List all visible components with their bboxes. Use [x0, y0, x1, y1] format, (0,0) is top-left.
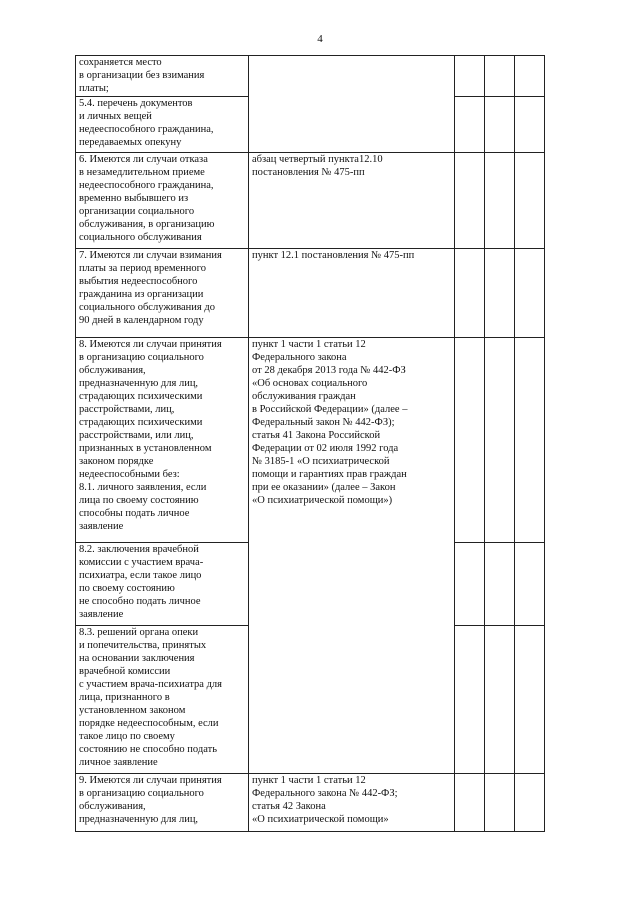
answer-na-cell[interactable]: [515, 626, 545, 774]
table-row: [76, 338, 545, 543]
answer-na-cell[interactable]: [515, 338, 545, 543]
answer-yes-cell[interactable]: [455, 249, 485, 338]
question-cell: 5.4. перечень документов и личных вещей недееспособного гражданина, передаваемых опекуну: [76, 97, 249, 153]
answer-no-cell[interactable]: [485, 774, 515, 832]
legal-basis-cell: пункт 1 части 1 статьи 12 Федерального закона № 442-ФЗ; статья 42 Закона «О психиатрической помощи»: [249, 774, 455, 832]
answer-na-cell[interactable]: [515, 249, 545, 338]
question-cell: 9. Имеются ли случаи принятия в организацию социального обслуживания, предназначенную для лиц,: [76, 774, 249, 832]
question-cell: 8. Имеются ли случаи принятия в организацию социального обслуживания, предназначенную для лиц, страдающих психическими расстройствами, лиц, страдающих психическими расстройствами, или лиц, признанных в установленном законом порядке недееспособными без: 8.1. личного заявления, если лица по своему состоянию способны подать личное заявление: [76, 338, 249, 543]
answer-yes-cell[interactable]: [455, 338, 485, 543]
answer-yes-cell[interactable]: [455, 774, 485, 832]
answer-yes-cell[interactable]: [455, 153, 485, 249]
answer-yes-cell[interactable]: [455, 97, 485, 153]
legal-basis-cell: пункт 1 части 1 статьи 12 Федерального закона от 28 декабря 2013 года № 442-ФЗ «Об основах социального обслуживания граждан в Российской Федерации» (далее – Федеральный закон № 442-ФЗ); статья 41 Закона Российской Федерации от 02 июля 1992 года № 3185-1 «О психиатрической помощи и гарантиях прав граждан при ее оказании» (далее – Закон «О психиатрической помощи»): [249, 338, 455, 774]
answer-na-cell[interactable]: [515, 56, 545, 97]
answer-no-cell[interactable]: [485, 338, 515, 543]
answer-no-cell[interactable]: [485, 56, 515, 97]
answer-no-cell[interactable]: [485, 97, 515, 153]
legal-basis-cell: [249, 56, 455, 153]
answer-no-cell[interactable]: [485, 543, 515, 626]
answer-yes-cell[interactable]: [455, 543, 485, 626]
answer-no-cell[interactable]: [485, 153, 515, 249]
table-row: [76, 56, 545, 97]
question-cell: сохраняется место в организации без взимания платы;: [76, 56, 249, 97]
answer-na-cell[interactable]: [515, 774, 545, 832]
question-cell: 6. Имеются ли случаи отказа в незамедлительном приеме недееспособного гражданина, временно выбывшего из организации социального обслуживания, в организацию социального обслуживания: [76, 153, 249, 249]
legal-basis-cell: пункт 12.1 постановления № 475-пп: [249, 249, 455, 338]
checklist-table: [75, 55, 545, 832]
legal-basis-cell: абзац четвертый пункта12.10 постановления № 475-пп: [249, 153, 455, 249]
table-row: [76, 249, 545, 338]
answer-yes-cell[interactable]: [455, 56, 485, 97]
answer-na-cell[interactable]: [515, 153, 545, 249]
answer-no-cell[interactable]: [485, 249, 515, 338]
table-row: [76, 153, 545, 249]
page-number: 4: [317, 33, 323, 45]
answer-na-cell[interactable]: [515, 543, 545, 626]
question-cell: 8.2. заключения врачебной комиссии с участием врача- психиатра, если такое лицо по своему состоянию не способно подать личное заявление: [76, 543, 249, 626]
answer-na-cell[interactable]: [515, 97, 545, 153]
table-row: [76, 774, 545, 832]
question-cell: 8.3. решений органа опеки и попечительства, принятых на основании заключения врачебной комиссии с участием врача-психиатра для лица, признанного в установленном законом порядке недееспособным, если такое лицо по своему состоянию не способно подать личное заявление: [76, 626, 249, 774]
question-cell: 7. Имеются ли случаи взимания платы за период временного выбытия недееспособного гражданина из организации социального обслуживания до 90 дней в календарном году: [76, 249, 249, 338]
answer-yes-cell[interactable]: [455, 626, 485, 774]
answer-no-cell[interactable]: [485, 626, 515, 774]
